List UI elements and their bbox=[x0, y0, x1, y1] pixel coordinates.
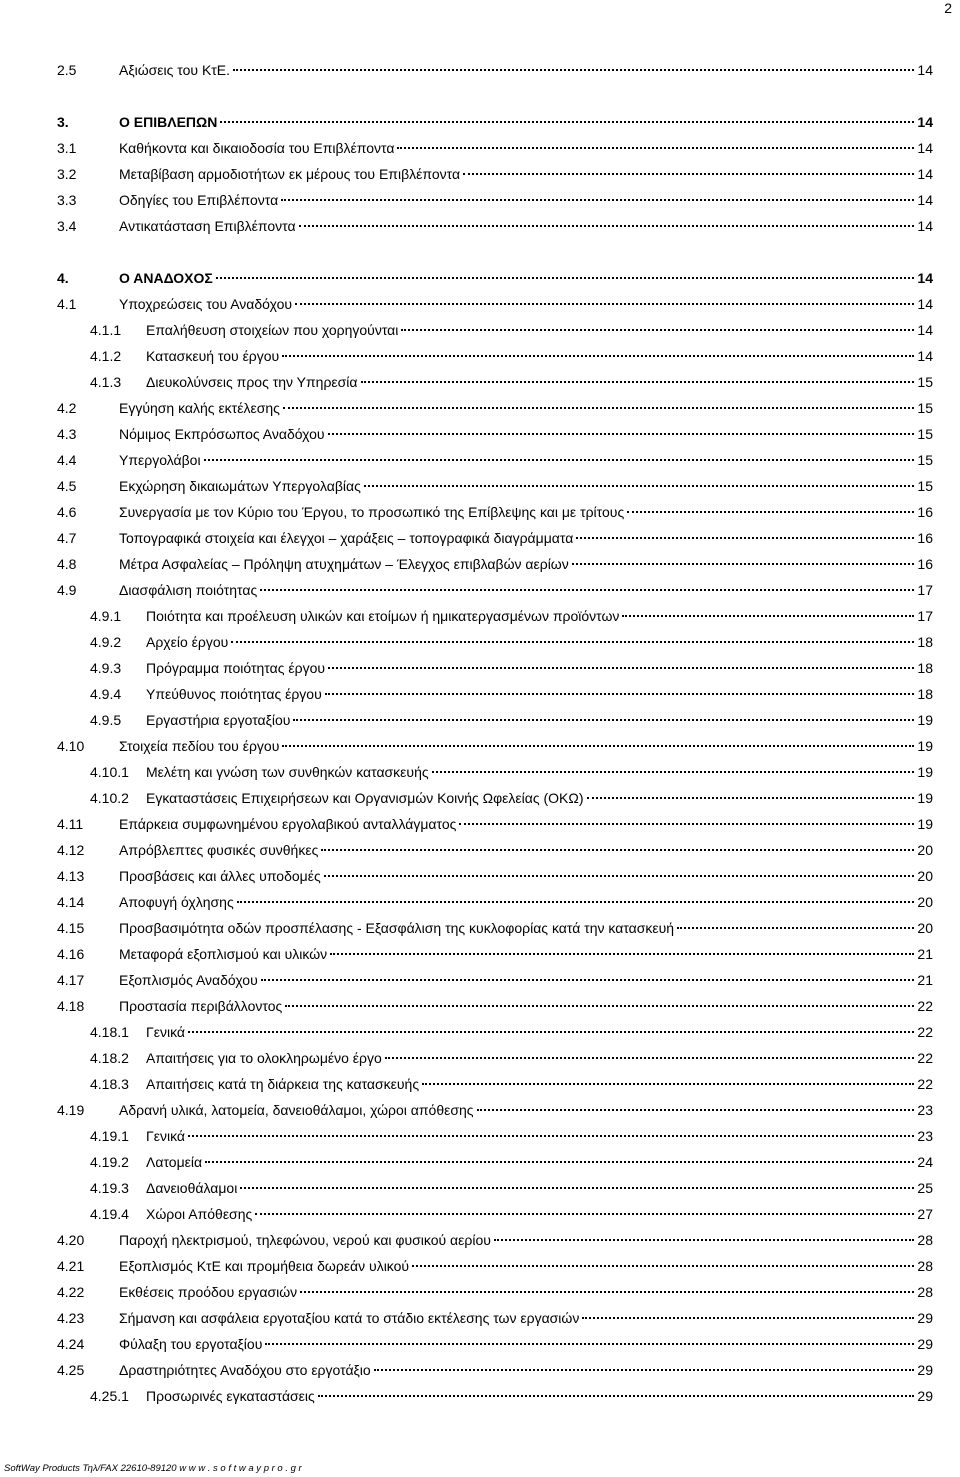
toc-entry[interactable] bbox=[90, 1126, 933, 1146]
toc-entry-page: 19 bbox=[917, 790, 933, 806]
toc-entry-title: Εξοπλισμός ΚτΕ και προμήθεια δωρεάν υλικού bbox=[119, 1258, 410, 1274]
toc-entry[interactable] bbox=[57, 840, 933, 860]
toc-entry[interactable] bbox=[90, 320, 933, 340]
toc-entry-page: 14 bbox=[917, 140, 933, 156]
toc-entry-title: Εκθέσεις προόδου εργασιών bbox=[119, 1284, 298, 1300]
toc-entry-title: Αξιώσεις του ΚτΕ. bbox=[119, 62, 231, 78]
toc-entry-page: 28 bbox=[917, 1284, 933, 1300]
toc-entry-number: 4.25.1 bbox=[90, 1388, 129, 1404]
toc-dot-leader bbox=[432, 771, 915, 773]
toc-entry-page: 21 bbox=[917, 946, 933, 962]
toc-entry-page: 19 bbox=[917, 712, 933, 728]
toc-dot-leader bbox=[295, 303, 914, 305]
toc-entry-number: 4.16 bbox=[57, 946, 85, 962]
toc-entry[interactable] bbox=[57, 476, 933, 496]
toc-entry-title: Απαιτήσεις για το ολοκληρωμένο έργο bbox=[146, 1050, 382, 1066]
toc-dot-leader bbox=[477, 1109, 915, 1111]
toc-entry-number: 4.10.2 bbox=[90, 790, 129, 806]
toc-dot-leader bbox=[300, 1291, 914, 1293]
toc-entry-title: Στοιχεία πεδίου του έργου bbox=[119, 738, 280, 754]
toc-entry[interactable] bbox=[57, 1282, 933, 1302]
toc-entry-title: Παροχή ηλεκτρισμού, τηλεφώνου, νερού και φυσικού αερίου bbox=[119, 1232, 491, 1248]
toc-entry[interactable] bbox=[90, 1048, 933, 1068]
toc-dot-leader bbox=[494, 1239, 915, 1241]
toc-dot-leader bbox=[318, 1395, 915, 1397]
toc-entry[interactable] bbox=[57, 424, 933, 444]
toc-dot-leader bbox=[233, 69, 914, 71]
toc-entry-title: Εξοπλισμός Αναδόχου bbox=[119, 972, 258, 988]
toc-entry-title: Προσωρινές εγκαταστάσεις bbox=[146, 1388, 315, 1404]
toc-entry-title: Απρόβλεπτες φυσικές συνθήκες bbox=[119, 842, 319, 858]
toc-entry-page: 16 bbox=[917, 504, 933, 520]
toc-entry-number: 4.1.2 bbox=[90, 348, 122, 364]
toc-entry-page: 15 bbox=[917, 452, 933, 468]
toc-entry[interactable] bbox=[90, 1074, 933, 1094]
toc-entry-page: 14 bbox=[917, 218, 933, 234]
toc-entry-page: 29 bbox=[917, 1362, 933, 1378]
toc-dot-leader bbox=[627, 511, 914, 513]
toc-dot-leader bbox=[282, 745, 914, 747]
toc-entry[interactable] bbox=[90, 684, 933, 704]
toc-entry-number: 4.9.3 bbox=[90, 660, 122, 676]
toc-entry-title: Υπεύθυνος ποιότητας έργου bbox=[146, 686, 322, 702]
toc-dot-leader bbox=[328, 667, 914, 669]
toc-entry-page: 17 bbox=[917, 582, 933, 598]
toc-entry-page: 14 bbox=[917, 348, 933, 364]
toc-entry-page: 21 bbox=[917, 972, 933, 988]
toc-entry-number: 4.19.4 bbox=[90, 1206, 129, 1222]
toc-entry-title: Εργαστήρια εργοταξίου bbox=[146, 712, 291, 728]
toc-entry-title: Αρχείο έργου bbox=[146, 634, 229, 650]
toc-entry-page: 14 bbox=[917, 322, 933, 338]
toc-entry-number: 3. bbox=[57, 114, 69, 130]
toc-entry-title: Εκχώρηση δικαιωμάτων Υπεργολαβίας bbox=[119, 478, 361, 494]
toc-dot-leader bbox=[188, 1031, 914, 1033]
toc-entry-title: Σήμανση και ασφάλεια εργοταξίου κατά το στάδιο εκτέλεσης των εργασιών bbox=[119, 1310, 580, 1326]
toc-entry-title: Προστασία περιβάλλοντος bbox=[119, 998, 283, 1014]
toc-entry-number: 4. bbox=[57, 270, 69, 286]
toc-entry-number: 4.13 bbox=[57, 868, 85, 884]
toc-entry[interactable] bbox=[90, 372, 933, 392]
toc-dot-leader bbox=[260, 589, 914, 591]
toc-dot-leader bbox=[321, 849, 914, 851]
toc-entry-page: 14 bbox=[917, 166, 933, 182]
toc-entry-number: 4.18.1 bbox=[90, 1024, 129, 1040]
toc-entry-page: 17 bbox=[917, 608, 933, 624]
toc-entry[interactable] bbox=[57, 892, 933, 912]
toc-entry-page: 14 bbox=[917, 114, 933, 130]
toc-dot-leader bbox=[188, 1135, 914, 1137]
toc-entry-number: 4.4 bbox=[57, 452, 77, 468]
toc-dot-leader bbox=[364, 485, 915, 487]
toc-entry[interactable] bbox=[57, 1360, 933, 1380]
toc-entry-page: 16 bbox=[917, 530, 933, 546]
toc-dot-leader bbox=[385, 1057, 915, 1059]
toc-entry-page: 28 bbox=[917, 1258, 933, 1274]
toc-entry[interactable] bbox=[57, 1334, 933, 1354]
toc-dot-leader bbox=[422, 1083, 914, 1085]
toc-entry-title: Λατομεία bbox=[146, 1154, 203, 1170]
toc-entry-number: 4.10.1 bbox=[90, 764, 129, 780]
toc-entry-title: Συνεργασία με τον Κύριο του Έργου, το προσωπικό της Επίβλεψης και με τρίτους bbox=[119, 504, 625, 520]
toc-entry[interactable] bbox=[57, 736, 933, 756]
toc-entry-title: Τοπογραφικά στοιχεία και έλεγχοι – χαράξεις – τοπογραφικά διαγράμματα bbox=[119, 530, 574, 546]
toc-entry-number: 4.19.3 bbox=[90, 1180, 129, 1196]
toc-entry-number: 4.2 bbox=[57, 400, 77, 416]
toc-entry-number: 4.12 bbox=[57, 842, 85, 858]
toc-entry-number: 4.21 bbox=[57, 1258, 85, 1274]
toc-entry-number: 4.10 bbox=[57, 738, 85, 754]
toc-dot-leader bbox=[283, 407, 915, 409]
toc-entry-title: Ο ΑΝΑΔΟΧΟΣ bbox=[119, 270, 213, 286]
toc-entry-page: 29 bbox=[917, 1388, 933, 1404]
toc-entry-number: 4.17 bbox=[57, 972, 85, 988]
toc-entry[interactable] bbox=[57, 1308, 933, 1328]
toc-entry-number: 4.9.2 bbox=[90, 634, 122, 650]
toc-entry-title: Χώροι Απόθεσης bbox=[146, 1206, 253, 1222]
toc-entry-title: Εγγύηση καλής εκτέλεσης bbox=[119, 400, 280, 416]
toc-entry-page: 29 bbox=[917, 1310, 933, 1326]
toc-entry-number: 4.7 bbox=[57, 530, 77, 546]
toc-entry-title: Εγκαταστάσεις Επιχειρήσεων και Οργανισμών Κοινής Ωφελείας (ΟΚΩ) bbox=[146, 790, 584, 806]
toc-entry[interactable] bbox=[57, 1230, 933, 1250]
toc-entry-page: 18 bbox=[917, 634, 933, 650]
toc-entry-number: 4.5 bbox=[57, 478, 77, 494]
toc-entry-page: 15 bbox=[917, 478, 933, 494]
toc-entry[interactable] bbox=[90, 1152, 933, 1172]
toc-entry[interactable] bbox=[90, 632, 933, 652]
toc-entry-page: 22 bbox=[917, 998, 933, 1014]
toc-entry-title: Μεταβίβαση αρμοδιοτήτων εκ μέρους του Επιβλέποντα bbox=[119, 166, 461, 182]
toc-entry-page: 15 bbox=[917, 374, 933, 390]
toc-entry-title: Αποφυγή όχλησης bbox=[119, 894, 234, 910]
toc-entry-page: 22 bbox=[917, 1076, 933, 1092]
toc-entry-page: 24 bbox=[917, 1154, 933, 1170]
toc-entry[interactable] bbox=[57, 1256, 933, 1276]
toc-entry-title: Διευκολύνσεις προς την Υπηρεσία bbox=[146, 374, 358, 390]
toc-entry-number: 4.9.4 bbox=[90, 686, 122, 702]
toc-entry[interactable] bbox=[57, 294, 933, 314]
toc-dot-leader bbox=[677, 927, 914, 929]
toc-dot-leader bbox=[299, 225, 915, 227]
toc-entry-number: 4.1 bbox=[57, 296, 77, 312]
toc-entry-number: 4.9.1 bbox=[90, 608, 122, 624]
toc-entry-page: 22 bbox=[917, 1024, 933, 1040]
toc-dot-leader bbox=[293, 719, 914, 721]
toc-entry-title: Οδηγίες του Επιβλέποντα bbox=[119, 192, 279, 208]
toc-entry-number: 3.2 bbox=[57, 166, 77, 182]
toc-dot-leader bbox=[463, 173, 914, 175]
toc-entry[interactable] bbox=[57, 554, 933, 574]
toc-dot-leader bbox=[459, 823, 914, 825]
toc-entry-number: 4.3 bbox=[57, 426, 77, 442]
page-number: 2 bbox=[944, 0, 952, 16]
toc-entry-title: Γενικά bbox=[146, 1024, 185, 1040]
toc-dot-leader bbox=[261, 979, 915, 981]
toc-entry[interactable] bbox=[57, 944, 933, 964]
toc-entry[interactable] bbox=[90, 1022, 933, 1042]
toc-dot-leader bbox=[412, 1265, 914, 1267]
toc-entry-page: 25 bbox=[917, 1180, 933, 1196]
toc-entry[interactable] bbox=[57, 866, 933, 886]
toc-entry-title: Δραστηριότητες Αναδόχου στο εργοτάξιο bbox=[119, 1362, 371, 1378]
toc-dot-leader bbox=[220, 121, 914, 123]
toc-entry[interactable] bbox=[57, 1100, 933, 1120]
toc-entry-title: Επαλήθευση στοιχείων που χορηγούνται bbox=[146, 322, 399, 338]
toc-dot-leader bbox=[204, 459, 915, 461]
toc-dot-leader bbox=[622, 615, 914, 617]
toc-dot-leader bbox=[281, 199, 914, 201]
toc-dot-leader bbox=[285, 1005, 914, 1007]
toc-entry[interactable] bbox=[57, 164, 933, 184]
toc-dot-leader bbox=[330, 953, 914, 955]
toc-entry-number: 4.1.3 bbox=[90, 374, 122, 390]
toc-entry[interactable] bbox=[90, 1386, 933, 1406]
toc-entry[interactable] bbox=[90, 658, 933, 678]
toc-entry[interactable] bbox=[90, 606, 933, 626]
toc-dot-leader bbox=[255, 1213, 914, 1215]
toc-dot-leader bbox=[374, 1369, 915, 1371]
toc-entry-number: 4.24 bbox=[57, 1336, 85, 1352]
toc-entry-title: Νόμιμος Εκπρόσωπος Αναδόχου bbox=[119, 426, 325, 442]
toc-entry-page: 29 bbox=[917, 1336, 933, 1352]
toc-entry-page: 15 bbox=[917, 400, 933, 416]
toc-dot-leader bbox=[325, 693, 915, 695]
toc-entry-title: Μέτρα Ασφαλείας – Πρόληψη ατυχημάτων – Έλεγχος επιβλαβών αερίων bbox=[119, 556, 569, 572]
toc-entry-page: 28 bbox=[917, 1232, 933, 1248]
toc-entry-page: 20 bbox=[917, 842, 933, 858]
toc-dot-leader bbox=[587, 797, 915, 799]
toc-entry-number: 4.6 bbox=[57, 504, 77, 520]
toc-entry-page: 20 bbox=[917, 894, 933, 910]
toc-entry[interactable] bbox=[57, 580, 933, 600]
toc-entry[interactable] bbox=[57, 918, 933, 938]
toc-dot-leader bbox=[216, 277, 915, 279]
toc-entry-number: 4.9 bbox=[57, 582, 77, 598]
toc-entry-page: 23 bbox=[917, 1128, 933, 1144]
toc-dot-leader bbox=[397, 147, 914, 149]
toc-entry[interactable] bbox=[57, 528, 933, 548]
toc-entry[interactable] bbox=[90, 788, 933, 808]
toc-entry-number: 4.22 bbox=[57, 1284, 85, 1300]
toc-entry-number: 4.11 bbox=[57, 816, 84, 832]
toc-entry-number: 4.18.3 bbox=[90, 1076, 129, 1092]
toc-entry[interactable] bbox=[57, 190, 933, 210]
toc-entry-title: Πρόγραμμα ποιότητας έργου bbox=[146, 660, 326, 676]
toc-dot-leader bbox=[282, 355, 914, 357]
toc-entry-title: Αδρανή υλικά, λατομεία, δανειοθάλαμοι, χώροι απόθεσης bbox=[119, 1102, 474, 1118]
toc-entry-number: 4.18 bbox=[57, 998, 85, 1014]
toc-entry-page: 18 bbox=[917, 686, 933, 702]
toc-entry-title: Διασφάλιση ποιότητας bbox=[119, 582, 258, 598]
toc-entry[interactable] bbox=[90, 710, 933, 730]
toc-entry-title: Αντικατάσταση Επιβλέποντα bbox=[119, 218, 296, 234]
toc-entry-page: 20 bbox=[917, 920, 933, 936]
toc-entry[interactable] bbox=[90, 1178, 933, 1198]
toc-entry[interactable] bbox=[90, 346, 933, 366]
toc-entry-page: 20 bbox=[917, 868, 933, 884]
toc-entry-page: 14 bbox=[917, 62, 933, 78]
toc-dot-leader bbox=[265, 1343, 914, 1345]
toc-entry-number: 4.19.1 bbox=[90, 1128, 129, 1144]
toc-entry-page: 19 bbox=[917, 738, 933, 754]
toc-entry[interactable] bbox=[57, 996, 933, 1016]
toc-entry-title: Καθήκοντα και δικαιοδοσία του Επιβλέποντα bbox=[119, 140, 395, 156]
toc-entry-page: 15 bbox=[917, 426, 933, 442]
toc-entry-title: Επάρκεια συμφωνημένου εργολαβικού ανταλλάγματος bbox=[119, 816, 457, 832]
toc-dot-leader bbox=[572, 563, 915, 565]
toc-entry-page: 14 bbox=[917, 270, 933, 286]
toc-entry-number: 3.4 bbox=[57, 218, 77, 234]
toc-entry-page: 16 bbox=[917, 556, 933, 572]
toc-entry-title: Προσβάσεις και άλλες υποδομές bbox=[119, 868, 321, 884]
toc-entry-page: 14 bbox=[917, 296, 933, 312]
toc-entry[interactable] bbox=[57, 970, 933, 990]
toc-dot-leader bbox=[237, 901, 915, 903]
toc-entry[interactable] bbox=[90, 762, 933, 782]
toc-dot-leader bbox=[240, 1187, 914, 1189]
footer: SoftWay Products Τηλ/FAX 22610-89120 w w w . s o f t w a y p r o . g r bbox=[4, 1463, 302, 1474]
toc-entry-number: 2.5 bbox=[57, 62, 77, 78]
toc-entry-number: 3.3 bbox=[57, 192, 77, 208]
toc-entry-title: Δανειοθάλαμοι bbox=[146, 1180, 238, 1196]
toc-entry[interactable] bbox=[57, 138, 933, 158]
toc-dot-leader bbox=[231, 641, 914, 643]
toc-entry-number: 4.18.2 bbox=[90, 1050, 129, 1066]
toc-entry-number: 4.20 bbox=[57, 1232, 85, 1248]
toc-entry-number: 4.14 bbox=[57, 894, 85, 910]
toc-entry-number: 3.1 bbox=[57, 140, 77, 156]
toc-dot-leader bbox=[582, 1317, 914, 1319]
toc-entry-number: 4.23 bbox=[57, 1310, 85, 1326]
toc-entry-title: Ποιότητα και προέλευση υλικών και ετοίμων ή ημικατεργασμένων προϊόντων bbox=[146, 608, 620, 624]
toc-entry-title: Προσβασιμότητα οδών προσπέλασης - Εξασφάλιση της κυκλοφορίας κατά την κατασκευή bbox=[119, 920, 675, 936]
toc-entry[interactable] bbox=[57, 60, 933, 80]
toc-entry-title: Γενικά bbox=[146, 1128, 185, 1144]
toc-dot-leader bbox=[361, 381, 915, 383]
toc-entry-title: Μεταφορά εξοπλισμού και υλικών bbox=[119, 946, 328, 962]
toc-entry-page: 22 bbox=[917, 1050, 933, 1066]
toc-entry-number: 4.1.1 bbox=[90, 322, 122, 338]
toc-entry-number: 4.19 bbox=[57, 1102, 85, 1118]
toc-entry[interactable] bbox=[57, 216, 933, 236]
toc-entry[interactable] bbox=[57, 112, 933, 132]
toc-entry-page: 18 bbox=[917, 660, 933, 676]
toc-entry-number: 4.15 bbox=[57, 920, 85, 936]
toc-entry-title: Υπεργολάβοι bbox=[119, 452, 201, 468]
toc-entry-page: 19 bbox=[917, 816, 933, 832]
toc-dot-leader bbox=[576, 537, 914, 539]
toc-entry-page: 27 bbox=[917, 1206, 933, 1222]
toc-entry-number: 4.8 bbox=[57, 556, 77, 572]
toc-entry-title: Απαιτήσεις κατά τη διάρκεια της κατασκευής bbox=[146, 1076, 420, 1092]
toc-dot-leader bbox=[401, 329, 914, 331]
toc-entry-page: 23 bbox=[917, 1102, 933, 1118]
toc-entry-title: Ο ΕΠΙΒΛΕΠΩΝ bbox=[119, 114, 218, 130]
toc-entry[interactable] bbox=[90, 1204, 933, 1224]
toc-entry[interactable] bbox=[57, 450, 933, 470]
toc-entry[interactable] bbox=[57, 268, 933, 288]
toc-dot-leader bbox=[205, 1161, 914, 1163]
toc-entry-title: Κατασκευή του έργου bbox=[146, 348, 280, 364]
toc-entry[interactable] bbox=[57, 398, 933, 418]
toc-entry-title: Μελέτη και γνώση των συνθηκών κατασκευής bbox=[146, 764, 429, 780]
toc-entry-title: Υποχρεώσεις του Αναδόχου bbox=[119, 296, 293, 312]
toc-entry-number: 4.9.5 bbox=[90, 712, 122, 728]
toc-entry-page: 14 bbox=[917, 192, 933, 208]
toc-dot-leader bbox=[324, 875, 915, 877]
toc-entry-page: 19 bbox=[917, 764, 933, 780]
toc-entry-title: Φύλαξη του εργοταξίου bbox=[119, 1336, 263, 1352]
toc-entry-number: 4.19.2 bbox=[90, 1154, 129, 1170]
toc-dot-leader bbox=[328, 433, 915, 435]
toc-entry-number: 4.25 bbox=[57, 1362, 85, 1378]
toc-entry[interactable] bbox=[57, 814, 933, 834]
toc-entry[interactable] bbox=[57, 502, 933, 522]
